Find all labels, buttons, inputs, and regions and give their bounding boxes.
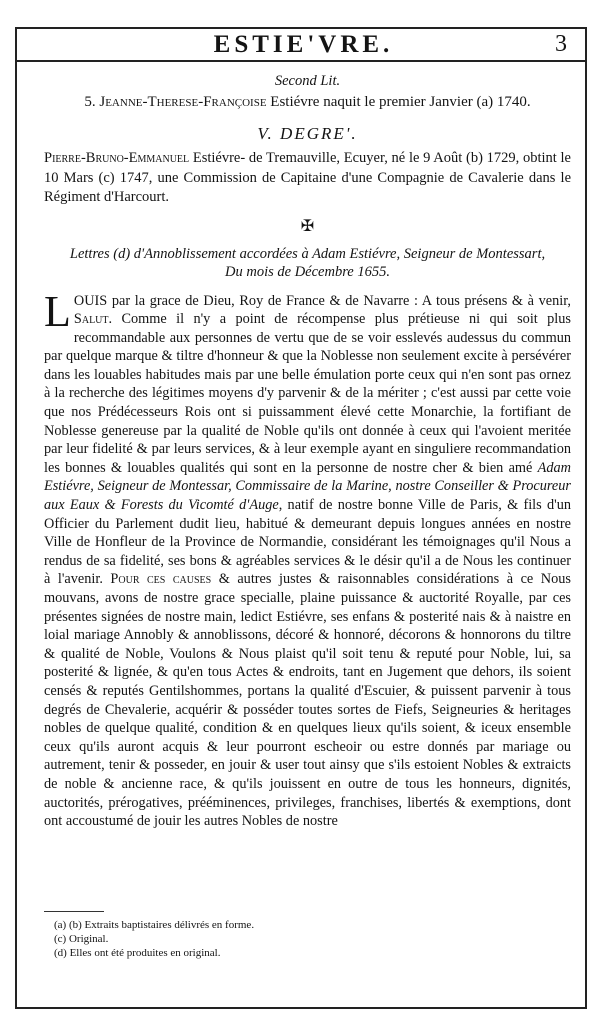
body-text-2: Comme il n'y a point de récompense plus prétieuse ni qui soit plus recommandable aux personnes de vertu que de se voir esslevés audessus du commun par quelque marque & tiltre d'honneur & que la Noblesse non seulement excite à persévérer dans les louables habitudes mais par une belle émulation porte ceux qui n'en sont pas ornez à la recherche des légitimes moyens d'y parvenir & de la mériter ; c'est aussi par cette voie que nos Prédécesseurs Rois ont si puissamment élevé cette Monarchie, la fortifiant de Noblesse genereuse par la qualité de Noble qu'ils ont donnée à ceux qui l'avoient meritée par leur fidelité & par leurs services, & à leur exemple ayant en singuliere recommandation les bonnes & louables qualités qui sont en la personne de nostre cher & bien amé xyxy=(44,311,571,476)
second-lit-heading: Second Lit. xyxy=(274,73,341,89)
letters-title xyxy=(44,245,571,282)
grantee-name: Adam Estiévre, Seigneur de Montessar, Commissaire de la Marine, nostre Conseiller & Procureur aux Eaux & Forests du Vicomté d'Auge xyxy=(44,459,571,514)
ornament-glyph: ✠ xyxy=(300,217,315,235)
second-lit-entry xyxy=(44,93,571,112)
page-content xyxy=(44,72,571,831)
page-number: 3 xyxy=(555,31,567,57)
entry-number: 5. xyxy=(84,94,96,110)
entry-text: Estiévre naquit le premier Janvier (a) 1740. xyxy=(270,94,531,110)
letters-body xyxy=(44,286,571,831)
pour-ces-causes: Pour ces causes xyxy=(110,571,212,588)
salut: Salut. xyxy=(73,311,113,328)
body-lead: OUIS xyxy=(73,292,108,309)
body-text-3: , natif de nostre bonne Ville de Paris, & fils d'un Officier du Parlement dudit lieu, habitué & demeurant depuis longues années en nostre Ville de Honfleur de la Province de Normandie, considérant les témoignages qu'il Nous a rendus de sa fidelité, ses bons & agréables services & le désir qu'il a de Nous les continuer à l'avenir. xyxy=(44,497,571,588)
entry-name: Jeanne-Therese-Françoise xyxy=(99,94,267,110)
footnote-c: (c) Original. xyxy=(54,933,109,945)
footnotes xyxy=(54,918,554,960)
footnote-d: (d) Elles ont été produites en original. xyxy=(54,947,221,959)
body-text-1: par la grace de Dieu, Roy de France & de Navarre : A tous présens & à venir, xyxy=(107,292,571,309)
person-text: Estiévre- de Tremauville, Ecuyer, né le 9 Août (b) 1729, obtint le 10 Mars (c) 1747, une Commission de Capitaine d'une Compagnie de Cavalerie dans le Régiment d'Harcourt. xyxy=(44,150,571,205)
person-name: Pierre-Bruno-Emmanuel xyxy=(44,150,190,166)
degree-entry xyxy=(44,149,571,208)
body-text-4: & autres justes & raisonnables considérations à ce Nous mouvans, avons de nostre grace specialle, plaine puissance & auctorité Royalle, par ces présentes signées de nostre main, ledict Estiévre, ses enfans & posterité nais & à naistre en loial mariage Annobly & annoblissons, décoré & honnoré, décorons & honnorons du tiltre & qualité de Noble, Voulons & Nous plaist qu'il soit tenu & reputé pour Noble, lui, sa posterité & lignée, & qu'en tous Actes & endroits, tant en Jugement que dehors, ils soient censés & reputés Gentilshommes, portans la qualité d'Escuier, & puissent parvenir à tous degrés de Chevalerie, acquérir & posséder toutes sortes de Fiefs, Seigneuries & heritages nobles de quelque qualité, condition & en quelques lieux qu'ils soient, & iceux ensemble ceux qu'ils auront acquis & leur pourront escheoir ou estre donnés par mariage ou autrement, tenir & posseder, en jouir & user tout ainsy que s'ils estoient Nobles & extraicts de noble & ancienne race, & qu'ils jouissent en outre de tous les honneurs, dignités, auctorités, prérogatives, prééminences, privileges, franchises, libertés & exemptions, dont ont accoustumé de jouir les autres Nobles de nostre xyxy=(44,571,571,830)
letters-title-line2: Du mois de Décembre 1655. xyxy=(225,264,390,280)
running-head: ESTIE'VRE. xyxy=(213,31,394,58)
letters-title-line1: Lettres (d) d'Annoblissement accordées à Adam Estiévre, Seigneur de Montessart, xyxy=(69,245,546,262)
degree-heading: V. DEGRE'. xyxy=(257,124,358,143)
footnote-a-b: (a) (b) Extraits baptistaires délivrés en forme. xyxy=(54,919,255,931)
footnote-rule xyxy=(44,911,104,912)
drop-cap: L xyxy=(44,286,71,336)
header-rule xyxy=(15,60,587,62)
